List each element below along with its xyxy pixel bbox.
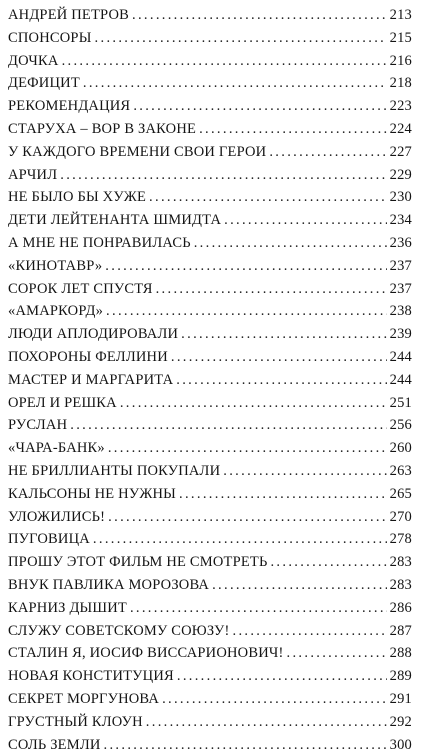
toc-entry-title: УЛОЖИЛИСЬ! (8, 506, 105, 529)
toc-dot-leader (176, 369, 386, 392)
toc-entry-page: 286 (390, 597, 412, 620)
toc-entry (8, 95, 412, 118)
toc-dot-leader (133, 95, 386, 118)
toc-entry-title: ПРОШУ ЭТОТ ФИЛЬМ НЕ СМОТРЕТЬ (8, 551, 267, 574)
toc-dot-leader (95, 27, 387, 50)
toc-entry-page: 215 (390, 27, 412, 50)
toc-entry-title: ПУГОВИЦА (8, 528, 90, 551)
toc-entry (8, 323, 412, 346)
toc-entry-page: 216 (390, 50, 412, 73)
toc-dot-leader (83, 72, 387, 95)
toc-entry-page: 230 (390, 186, 412, 209)
toc-entry (8, 369, 412, 392)
toc-entry-page: 223 (390, 95, 412, 118)
toc-entry-title: СЕКРЕТ МОРГУНОВА (8, 688, 159, 711)
toc-dot-leader (181, 323, 386, 346)
toc-entry-title: «ЧАРА-БАНК» (8, 437, 105, 460)
toc-entry-title: СПОНСОРЫ (8, 27, 92, 50)
toc-entry-title: ВНУК ПАВЛИКА МОРОЗОВА (8, 574, 209, 597)
toc-entry-title: МАСТЕР И МАРГАРИТА (8, 369, 173, 392)
toc-entry-page: 229 (390, 164, 412, 187)
toc-entry (8, 734, 412, 756)
toc-entry-title: ДЕФИЦИТ (8, 72, 80, 95)
toc-entry-page: 236 (390, 232, 412, 255)
toc-entry-title: СОРОК ЛЕТ СПУСТЯ (8, 278, 153, 301)
toc-entry-title: ПОХОРОНЫ ФЕЛЛИНИ (8, 346, 168, 369)
toc-entry-page: 291 (390, 688, 412, 711)
toc-entry (8, 574, 412, 597)
toc-entry-page: 213 (390, 4, 412, 27)
toc-entry (8, 50, 412, 73)
toc-entry-title: КАРНИЗ ДЫШИТ (8, 597, 127, 620)
toc-entry-title: АРЧИЛ (8, 164, 57, 187)
toc-entry-title: ГРУСТНЫЙ КЛОУН (8, 711, 143, 734)
toc-dot-leader (194, 232, 387, 255)
toc-entry (8, 688, 412, 711)
toc-entry (8, 72, 412, 95)
toc-entry (8, 186, 412, 209)
toc-dot-leader (130, 597, 387, 620)
toc-entry-title: СЛУЖУ СОВЕТСКОМУ СОЮЗУ! (8, 620, 230, 643)
toc-entry-page: 278 (390, 528, 412, 551)
toc-dot-leader (70, 414, 386, 437)
toc-dot-leader (146, 711, 387, 734)
toc-entry (8, 620, 412, 643)
toc-dot-leader (104, 734, 387, 756)
toc-entry (8, 597, 412, 620)
toc-dot-leader (62, 50, 387, 73)
toc-entry (8, 437, 412, 460)
toc-entry-page: 237 (390, 278, 412, 301)
toc-dot-leader (171, 346, 387, 369)
toc-entry (8, 118, 412, 141)
toc-entry-title: «КИНОТАВР» (8, 255, 102, 278)
toc-entry (8, 164, 412, 187)
toc-entry-title: А МНЕ НЕ ПОНРАВИЛАСЬ (8, 232, 191, 255)
toc-dot-leader (93, 528, 387, 551)
toc-dot-leader (212, 574, 387, 597)
toc-entry (8, 506, 412, 529)
toc-entry-page: 265 (390, 483, 412, 506)
toc-dot-leader (269, 141, 386, 164)
toc-entry-title: АНДРЕЙ ПЕТРОВ (8, 4, 129, 27)
toc-dot-leader (60, 164, 386, 187)
toc-entry-page: 239 (390, 323, 412, 346)
toc-entry (8, 528, 412, 551)
toc-entry (8, 392, 412, 415)
toc-entry-page: 224 (390, 118, 412, 141)
toc-dot-leader (233, 620, 387, 643)
toc-entry-title: СОЛЬ ЗЕМЛИ (8, 734, 101, 756)
toc-entry-title: КАЛЬСОНЫ НЕ НУЖНЫ (8, 483, 176, 506)
table-of-contents (8, 4, 412, 756)
toc-entry-title: НЕ БРИЛЛИАНТЫ ПОКУПАЛИ (8, 460, 220, 483)
toc-entry (8, 414, 412, 437)
toc-entry (8, 4, 412, 27)
toc-entry-page: 244 (390, 346, 412, 369)
toc-dot-leader (224, 209, 387, 232)
toc-entry-title: РУСЛАН (8, 414, 67, 437)
toc-dot-leader (106, 300, 387, 323)
toc-entry-page: 251 (390, 392, 412, 415)
toc-dot-leader (149, 186, 387, 209)
toc-dot-leader (270, 551, 386, 574)
toc-dot-leader (223, 460, 386, 483)
toc-entry-page: 283 (390, 574, 412, 597)
toc-dot-leader (132, 4, 387, 27)
toc-entry-page: 289 (390, 665, 412, 688)
toc-entry-title: ЛЮДИ АПЛОДИРОВАЛИ (8, 323, 178, 346)
toc-entry-page: 244 (390, 369, 412, 392)
toc-entry-page: 260 (390, 437, 412, 460)
toc-dot-leader (287, 642, 387, 665)
toc-entry-title: «АМАРКОРД» (8, 300, 103, 323)
toc-entry-title: ОРЕЛ И РЕШКА (8, 392, 117, 415)
toc-entry (8, 300, 412, 323)
toc-dot-leader (156, 278, 387, 301)
toc-entry (8, 141, 412, 164)
toc-entry-page: 234 (390, 209, 412, 232)
toc-dot-leader (108, 437, 387, 460)
toc-entry-page: 263 (390, 460, 412, 483)
toc-entry-title: СТАЛИН Я, ИОСИФ ВИССАРИОНОВИЧ! (8, 642, 284, 665)
toc-entry-title: НЕ БЫЛО БЫ ХУЖЕ (8, 186, 146, 209)
toc-entry (8, 346, 412, 369)
toc-dot-leader (108, 506, 386, 529)
toc-entry (8, 642, 412, 665)
toc-entry-title: ДЕТИ ЛЕЙТЕНАНТА ШМИДТА (8, 209, 221, 232)
toc-entry (8, 27, 412, 50)
toc-entry-title: ДОЧКА (8, 50, 59, 73)
toc-dot-leader (199, 118, 387, 141)
toc-entry (8, 255, 412, 278)
toc-entry-page: 270 (390, 506, 412, 529)
toc-dot-leader (105, 255, 386, 278)
toc-entry (8, 483, 412, 506)
toc-entry (8, 665, 412, 688)
toc-entry (8, 460, 412, 483)
toc-entry-title: РЕКОМЕНДАЦИЯ (8, 95, 130, 118)
toc-entry (8, 232, 412, 255)
toc-entry-page: 287 (390, 620, 412, 643)
toc-dot-leader (120, 392, 387, 415)
toc-entry-title: НОВАЯ КОНСТИТУЦИЯ (8, 665, 174, 688)
toc-entry (8, 278, 412, 301)
toc-entry-page: 283 (390, 551, 412, 574)
toc-dot-leader (179, 483, 387, 506)
toc-entry-title: У КАЖДОГО ВРЕМЕНИ СВОИ ГЕРОИ (8, 141, 266, 164)
toc-entry-page: 288 (390, 642, 412, 665)
toc-dot-leader (162, 688, 387, 711)
toc-dot-leader (177, 665, 387, 688)
toc-entry (8, 209, 412, 232)
toc-entry-page: 237 (390, 255, 412, 278)
toc-entry-page: 300 (390, 734, 412, 756)
toc-entry-page: 218 (390, 72, 412, 95)
toc-entry (8, 711, 412, 734)
toc-entry-page: 238 (390, 300, 412, 323)
toc-entry (8, 551, 412, 574)
toc-entry-title: СТАРУХА – ВОР В ЗАКОНЕ (8, 118, 196, 141)
toc-entry-page: 292 (390, 711, 412, 734)
toc-entry-page: 256 (390, 414, 412, 437)
toc-entry-page: 227 (390, 141, 412, 164)
